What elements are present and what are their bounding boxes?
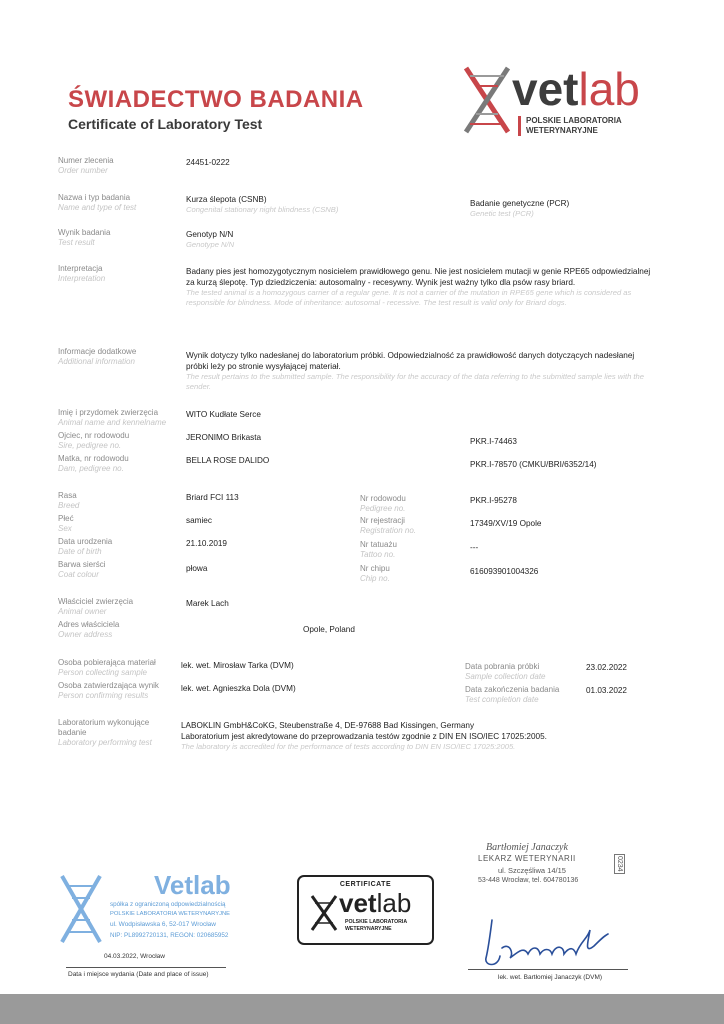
signer-stamp-addr-1: ul. Szczęśliwa 14/15	[498, 866, 566, 875]
sex-label: Płeć Sex	[58, 514, 74, 533]
test-result-value: Genotyp N/N Genotype N/N	[186, 230, 235, 249]
chip-label: Nr chipu Chip no.	[360, 564, 390, 583]
badge-sub-2: WETERYNARYJNE	[345, 926, 392, 932]
owner-value: Marek Lach	[186, 599, 229, 608]
dam-value: BELLA ROSE DALIDO	[186, 456, 270, 465]
company-stamp	[58, 870, 258, 950]
issue-label: Data i miejsce wydania (Date and place of issue)	[68, 971, 209, 978]
stamp-dna-icon	[58, 872, 104, 946]
collection-date-value: 23.02.2022	[586, 663, 627, 672]
signer-stamp-name: Bartłomiej Janaczyk	[486, 842, 568, 853]
sire-pedigree-number: PKR.I-74463	[470, 437, 517, 446]
badge-sub-1: POLSKIE LABORATORIA	[345, 919, 408, 925]
owner-label: Właściciel zwierzęcia Animal owner	[58, 597, 134, 616]
test-name-label: Nazwa i typ badania Name and type of test	[58, 193, 137, 212]
lab-value: LABOKLIN GmbH&CoKG, Steubenstraße 4, DE-97688 Bad Kissingen, Germany Laboratorium jest akredytowane do przeprowadzania testów zgodnie z DIN EN ISO/IEC 17025:2005. The laboratory is accredited for the performance of tests according to DIN EN ISO/IEC 17025:2005.	[181, 721, 547, 751]
completion-date-value: 01.03.2022	[586, 686, 627, 695]
breed-label: Rasa Breed	[58, 491, 80, 510]
additional-info-value: Wynik dotyczy tylko nadesłanej do laboratorium próbki. Odpowiedzialność za prawidłowość danych dotyczących nadesłanej próbki leży po stronie wysyłającej materiał. The result pertains to the submitted sample. The responsibility for the accuracy of the data referring to the submitted sample lies with the sender.	[186, 351, 644, 391]
signer-stamp-title: LEKARZ WETERYNARII	[478, 854, 576, 863]
dob-value: 21.10.2019	[186, 539, 227, 548]
logo-vet: vet	[512, 63, 579, 115]
test-result-label: Wynik badania Test result	[58, 228, 111, 247]
tattoo-value: ---	[470, 543, 479, 552]
sex-value: samiec	[186, 516, 212, 525]
coat-colour-value: płowa	[186, 564, 208, 573]
pedigree-label: Nr rodowodu Pedigree no.	[360, 494, 406, 513]
collector-label: Osoba pobierająca materiał Person collecting sample	[58, 658, 156, 677]
completion-date-label: Data zakończenia badania Test completion date	[465, 685, 560, 704]
sire-value: JERONIMO Brikasta	[186, 433, 262, 442]
order-number-label: Numer zlecenia Order number	[58, 156, 114, 175]
certificate-subtitle: Certificate of Laboratory Test	[68, 116, 263, 132]
chip-value: 616093901004326	[470, 567, 539, 576]
collector-value: lek. wet. Mirosław Tarka (DVM)	[181, 661, 294, 670]
lab-label: Laboratorium wykonujące badanie Laboratory performing test	[58, 718, 152, 747]
certificate-title: ŚWIADECTWO BADANIA	[68, 86, 364, 113]
test-type-value: Badanie genetyczne (PCR) Genetic test (PCR)	[470, 199, 570, 218]
stamp-brand: Vetlab	[154, 870, 231, 900]
confirmer-value: lek. wet. Agnieszka Dola (DVM)	[181, 684, 296, 693]
animal-name-value: WITO Kudłate Serce	[186, 410, 261, 419]
badge-vet: vet	[339, 888, 377, 918]
sire-label: Ojciec, nr rodowodu Sire, pedigree no.	[58, 431, 130, 450]
dam-pedigree-number: PKR.I-78570 (CMKU/BRI/6352/14)	[470, 460, 597, 469]
logo-subtitle-1: POLSKIE LABORATORIA	[526, 116, 622, 125]
signer-stamp-addr-2: 53-448 Wrocław, tel. 604780136	[478, 877, 579, 884]
badge-dna-icon	[309, 893, 339, 933]
logo-subtitle-2: WETERYNARYJNE	[526, 126, 598, 135]
interpretation-value: Badany pies jest homozygotycznym nosicielem prawidłowego genu. Nie jest nosicielem mutacji w genie RPE65 odpowiedzialnej za kurzą ślepotę. Typ dziedziczenia: autosomalny - recesywny. Wynik jest ważny tylko dla psów rasy briard. The tested animal is a homozygous carrier of a regular gene. It is not a carrier of the mutation in RPE65 gene which is considered as responsible for blindness. Mode of inheritance: autosomal - recessive. The test result is valid only for Briard dogs.	[186, 267, 651, 307]
badge-lab: lab	[376, 888, 412, 918]
dna-helix-icon	[460, 62, 516, 138]
logo-lab: lab	[578, 63, 640, 115]
pedigree-value: PKR.I-95278	[470, 496, 517, 505]
breed-value: Briard FCI 113	[186, 493, 239, 502]
stamp-line-3: ul. Wodpisławska 6, 52-017 Wrocław	[110, 921, 216, 928]
registration-value: 17349/XV/19 Opole	[470, 519, 542, 528]
interpretation-label: Interpretacja Interpretation	[58, 264, 106, 283]
dam-label: Matka, nr rodowodu Dam, pedigree no.	[58, 454, 129, 473]
signer-stamp-code: 0234	[616, 856, 623, 872]
signer-label: lek. wet. Bartłomiej Janaczyk (DVM)	[498, 974, 603, 981]
stamp-line-1: spółka z ograniczoną odpowiedzialnością	[110, 901, 226, 908]
owner-address-label: Adres właściciela Owner address	[58, 620, 120, 639]
vetlab-logo	[460, 62, 660, 142]
issue-date: 04.03.2022, Wrocław	[104, 953, 165, 960]
stamp-line-2: POLSKIE LABORATORIA WETERYNARYJNE	[110, 911, 231, 917]
certificate-badge	[297, 875, 434, 945]
dob-label: Data urodzenia Date of birth	[58, 537, 113, 556]
collection-date-label: Data pobrania próbki Sample collection date	[465, 662, 546, 681]
stamp-line-4: NIP: PL8992720131, REGON: 020685952	[110, 932, 229, 939]
tattoo-label: Nr tatuażu Tattoo no.	[360, 540, 397, 559]
certificate-badge-label: CERTIFICATE	[339, 881, 392, 888]
owner-address-value: Opole, Poland	[303, 625, 355, 634]
issue-divider	[66, 967, 226, 968]
scan-edge-bar	[0, 994, 724, 1024]
coat-colour-label: Barwa sierści Coat colour	[58, 560, 106, 579]
order-number-value: 24451-0222	[186, 158, 230, 167]
signer-divider	[468, 969, 628, 970]
animal-name-label: Imię i przydomek zwierzęcia Animal name and kennelname	[58, 408, 167, 427]
confirmer-label: Osoba zatwierdzająca wynik Person confirming results	[58, 681, 159, 700]
test-name-value: Kurza ślepota (CSNB) Congenital stationary night blindness (CSNB)	[186, 195, 339, 214]
registration-label: Nr rejestracji Registration no.	[360, 516, 417, 535]
additional-info-label: Informacje dodatkowe Additional information	[58, 347, 137, 366]
signer-stamp	[478, 842, 628, 892]
handwritten-signature	[484, 912, 614, 972]
